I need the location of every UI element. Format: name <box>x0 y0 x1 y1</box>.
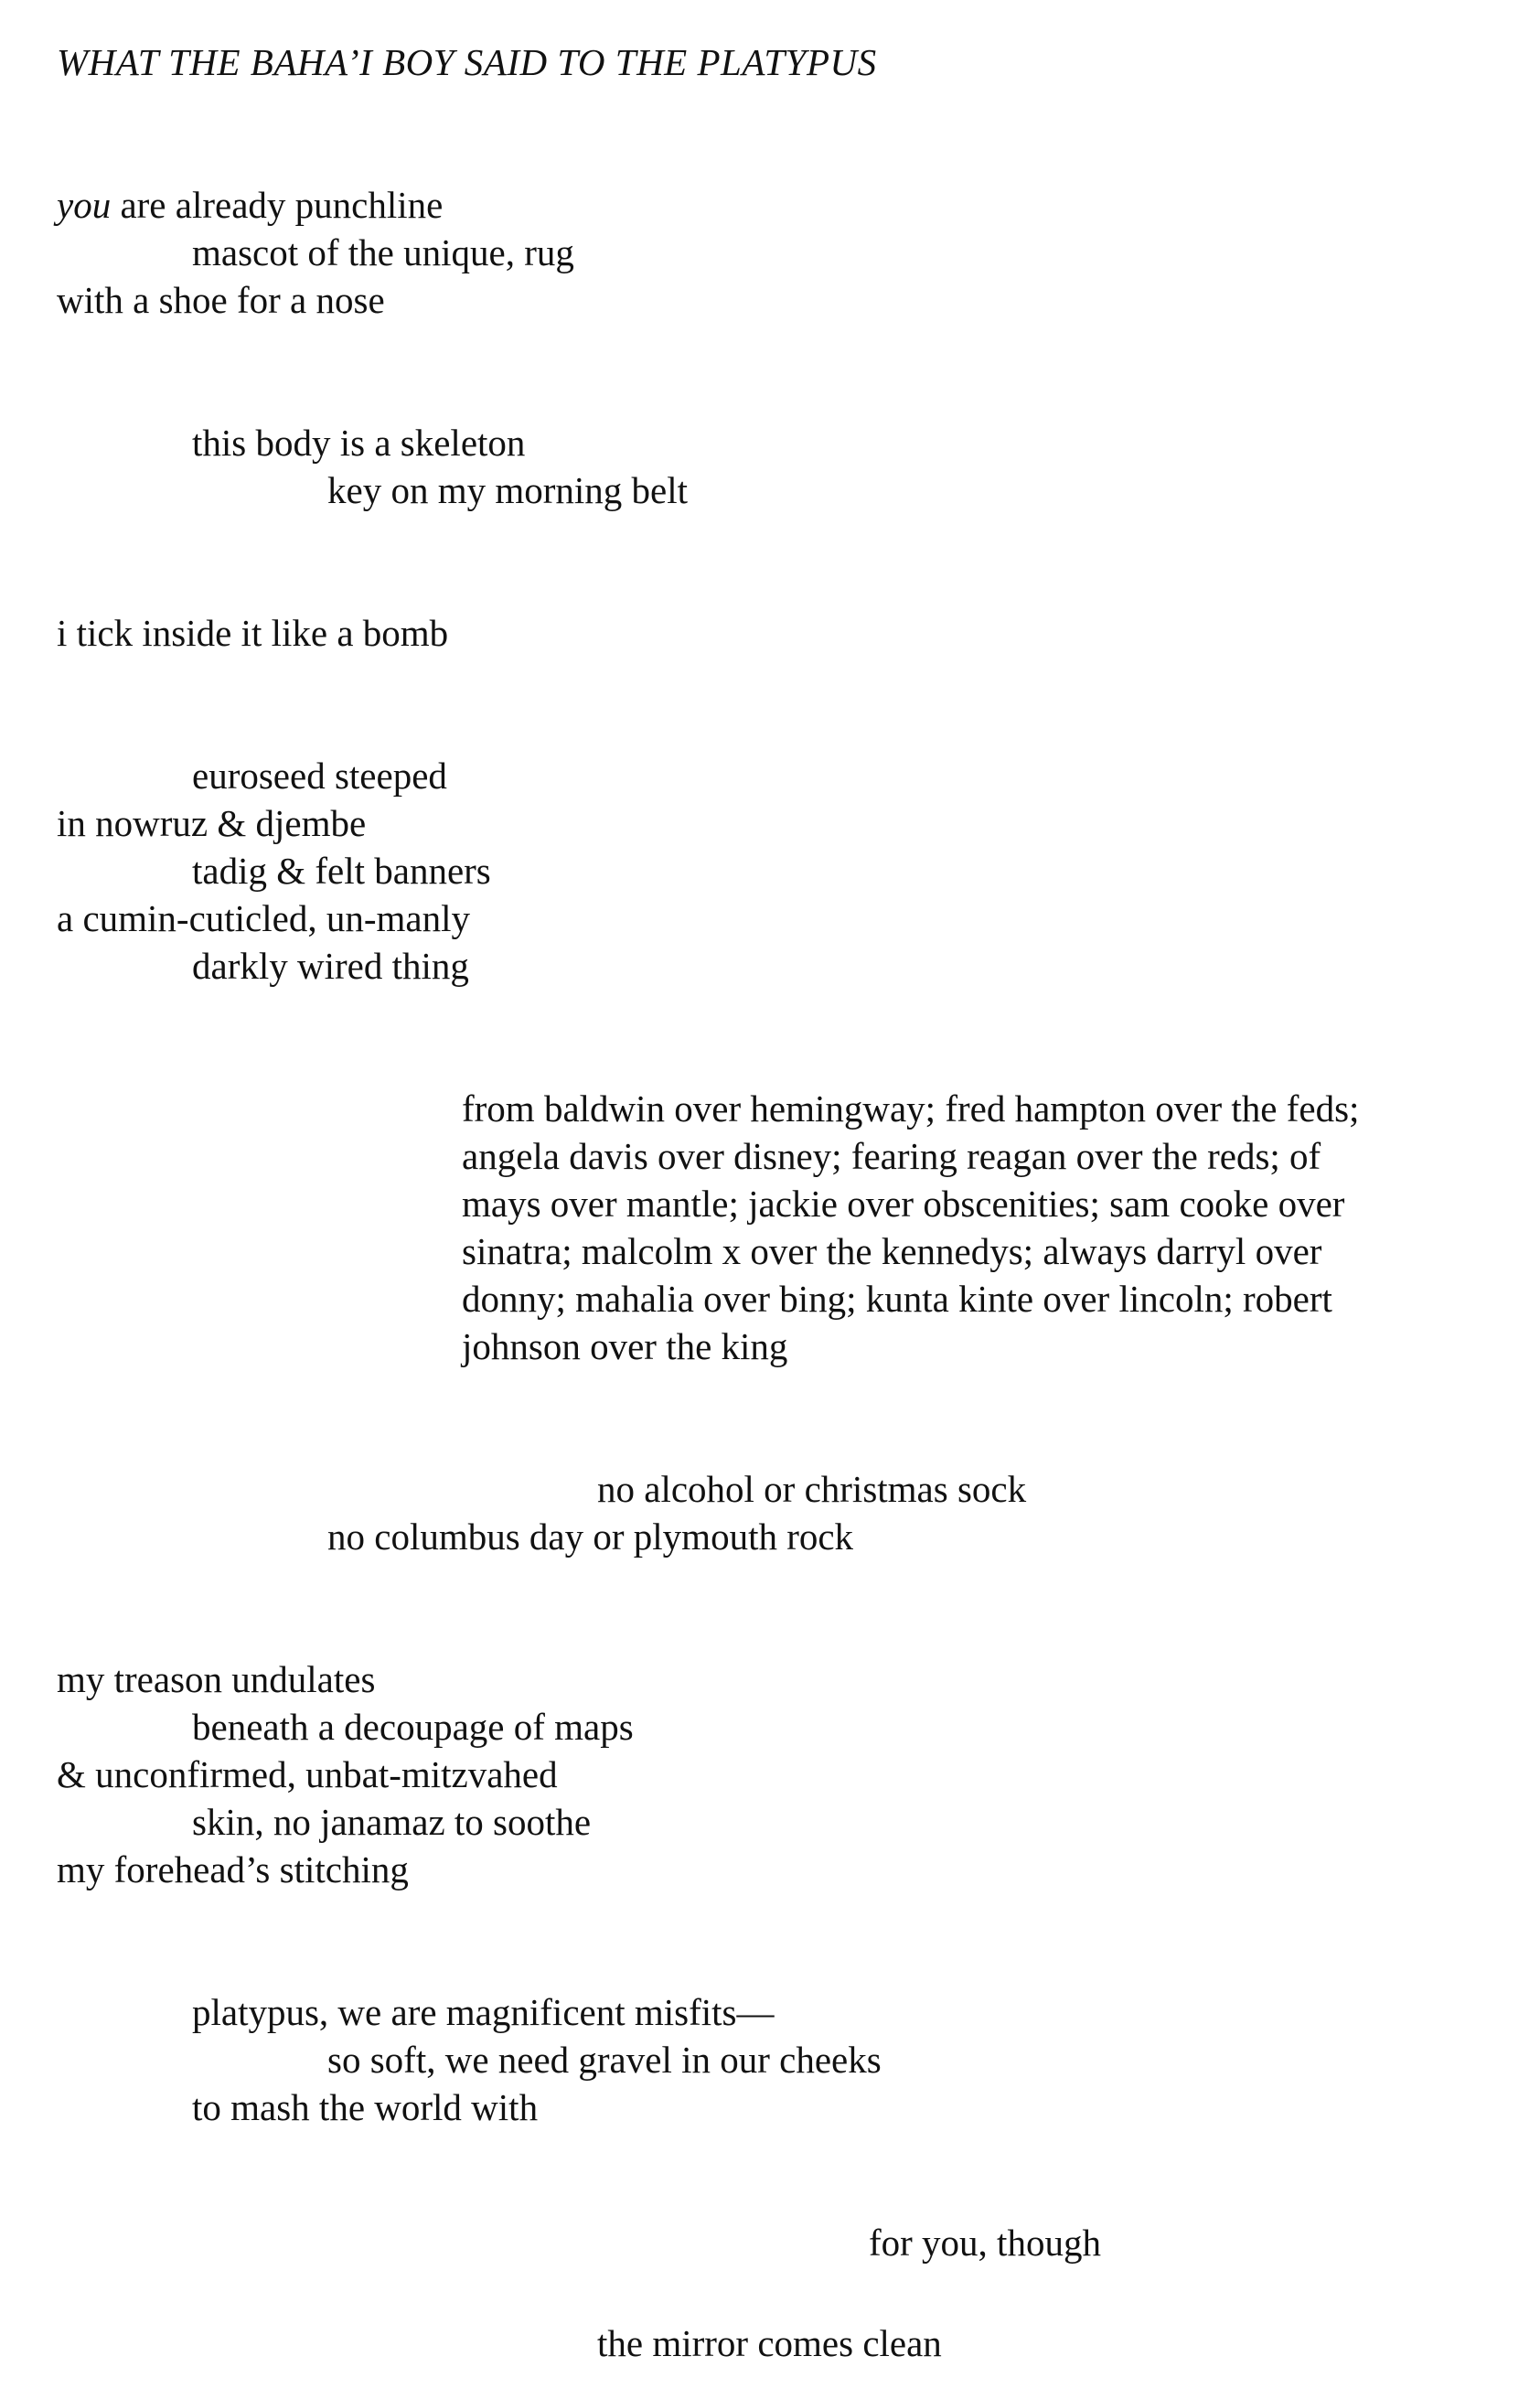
poem-line: no columbus day or plymouth rock <box>327 1515 854 1558</box>
poem-line: beneath a decoupage of maps <box>192 1706 634 1748</box>
poem-line: johnson over the king <box>462 1325 788 1367</box>
poem-line: with a shoe for a nose <box>57 279 385 321</box>
poem-line: to mash the world with <box>192 2086 539 2128</box>
poem-line: mascot of the unique, rug <box>192 231 574 273</box>
italic-word: you <box>57 184 112 226</box>
poem-line: my treason undulates <box>57 1658 376 1700</box>
poem-line: key on my morning belt <box>327 469 689 511</box>
poem-line: tadig & felt banners <box>192 850 491 892</box>
poem-line: & unconfirmed, unbat-mitzvahed <box>57 1753 558 1795</box>
poem-line: darkly wired thing <box>192 945 469 987</box>
poem-line: my forehead’s stitching <box>57 1848 409 1890</box>
line-text: are already punchline <box>111 184 444 226</box>
poem-line: angela davis over disney; fearing reagan over the reds; of <box>462 1135 1321 1177</box>
poem-line: for you, though <box>869 2222 1101 2264</box>
poem-title: WHAT THE BAHA’I BOY SAID TO THE PLATYPUS <box>57 41 877 83</box>
poem-line <box>57 181 443 229</box>
poem-line: the mirror comes clean <box>597 2322 942 2364</box>
poem-line: i tick inside it like a bomb <box>57 612 449 654</box>
poem-line: this body is a skeleton <box>192 422 526 464</box>
poem-line: donny; mahalia over bing; kunta kinte over lincoln; robert <box>462 1278 1332 1320</box>
poem-line: skin, no janamaz to soothe <box>192 1801 592 1843</box>
poem-line: from baldwin over hemingway; fred hampton over the feds; <box>462 1087 1360 1130</box>
poem-line: platypus, we are magnificent misfits— <box>192 1991 775 2033</box>
poem-line: mays over mantle; jackie over obscenities; sam cooke over <box>462 1183 1345 1225</box>
poem-line: no alcohol or christmas sock <box>597 1468 1027 1510</box>
poem-line: so soft, we need gravel in our cheeks <box>327 2039 882 2081</box>
poem-line: in nowruz & djembe <box>57 802 367 844</box>
poem-line: sinatra; malcolm x over the kennedys; always darryl over <box>462 1230 1322 1272</box>
poem-line: euroseed steeped <box>192 755 447 797</box>
poem-line: a cumin-cuticled, un-manly <box>57 897 470 939</box>
